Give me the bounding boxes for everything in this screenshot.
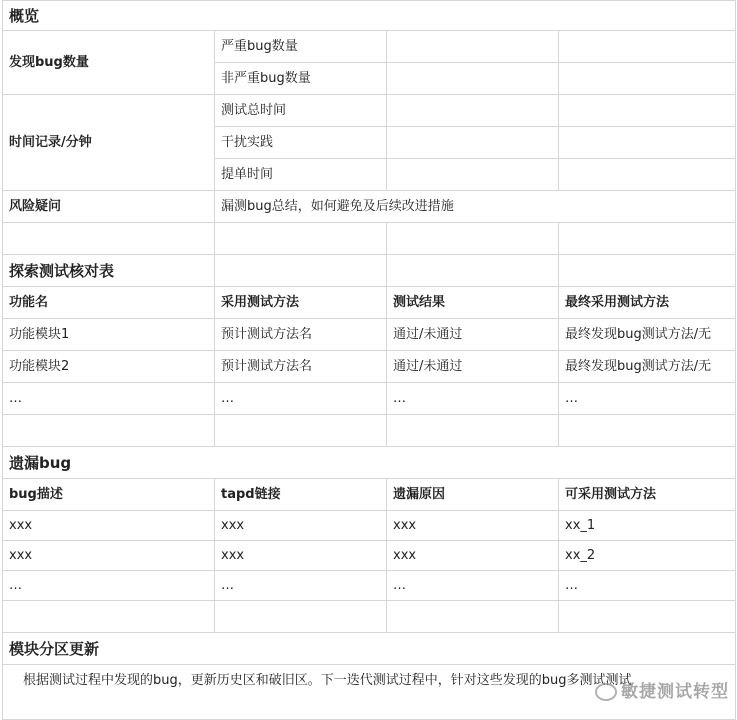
table-cell: … [215,383,387,415]
empty-cell [215,601,387,633]
empty-cell [559,159,736,191]
empty-cell [3,223,215,255]
section-title-missed: 遗漏bug [3,447,736,479]
empty-cell [387,31,559,63]
table-cell: 通过/未通过 [387,351,559,383]
table-row [3,351,736,383]
table-cell: … [387,571,559,601]
checklist-header: 功能名 [3,287,215,319]
empty-cell [559,127,736,159]
wechat-icon [595,683,617,701]
table-cell: xxx [3,511,215,541]
empty-cell [3,415,215,447]
table-row [3,319,736,351]
empty-cell [387,415,559,447]
bug-count-label: 发现bug数量 [3,31,215,95]
table-cell: … [559,571,736,601]
empty-cell [215,415,387,447]
risk-label: 风险疑问 [3,191,215,223]
section-title-module: 模块分区更新 [3,633,736,665]
table-cell: xxx [215,511,387,541]
watermark-text: 敏捷测试转型 [621,682,729,702]
watermark [595,677,729,702]
checklist-header: 最终采用测试方法 [559,287,736,319]
empty-cell [215,255,387,287]
risk-text: 漏测bug总结，如何避免及后续改进措施 [215,191,736,223]
severe-bug-label: 严重bug数量 [215,31,387,63]
table-row [3,571,736,601]
table-cell: 功能模块1 [3,319,215,351]
table-row [3,541,736,571]
empty-cell [387,127,559,159]
total-time-label: 测试总时间 [215,95,387,127]
empty-cell [559,31,736,63]
non-severe-bug-label: 非严重bug数量 [215,63,387,95]
module-text: 根据测试过程中发现的bug，更新历史区和破旧区。下一迭代测试过程中，针对这些发现的bug多测试测试 [23,673,632,688]
checklist-header: 采用测试方法 [215,287,387,319]
table-cell: 最终发现bug测试方法/无 [559,319,736,351]
table-cell: xx_2 [559,541,736,571]
missed-header: 可采用测试方法 [559,479,736,511]
filing-time-label: 提单时间 [215,159,387,191]
empty-cell [559,63,736,95]
test-report-table [2,0,736,720]
table-cell: xx_1 [559,511,736,541]
table-cell: xxx [3,541,215,571]
table-cell: … [387,383,559,415]
table-cell: 最终发现bug测试方法/无 [559,351,736,383]
table-row [3,383,736,415]
table-cell: … [559,383,736,415]
table-cell: xxx [215,541,387,571]
table-cell: 通过/未通过 [387,319,559,351]
table-row [3,511,736,541]
table-cell: … [3,571,215,601]
table-cell: xxx [387,511,559,541]
interference-label: 干扰实践 [215,127,387,159]
time-record-label: 时间记录/分钟 [3,95,215,191]
table-cell: … [3,383,215,415]
empty-cell [559,415,736,447]
empty-cell [215,223,387,255]
empty-cell [559,255,736,287]
missed-header: bug描述 [3,479,215,511]
empty-cell [387,223,559,255]
empty-cell [559,601,736,633]
table-cell: 预计测试方法名 [215,351,387,383]
empty-cell [3,601,215,633]
empty-cell [387,601,559,633]
empty-cell [387,159,559,191]
table-cell: 功能模块2 [3,351,215,383]
empty-cell [559,223,736,255]
section-title-overview: 概览 [3,1,736,31]
checklist-header: 测试结果 [387,287,559,319]
table-cell: xxx [387,541,559,571]
table-cell: … [215,571,387,601]
empty-cell [387,255,559,287]
missed-header: tapd链接 [215,479,387,511]
empty-cell [559,95,736,127]
table-cell: 预计测试方法名 [215,319,387,351]
section-title-checklist: 探索测试核对表 [3,255,215,287]
empty-cell [387,63,559,95]
missed-header: 遗漏原因 [387,479,559,511]
empty-cell [387,95,559,127]
